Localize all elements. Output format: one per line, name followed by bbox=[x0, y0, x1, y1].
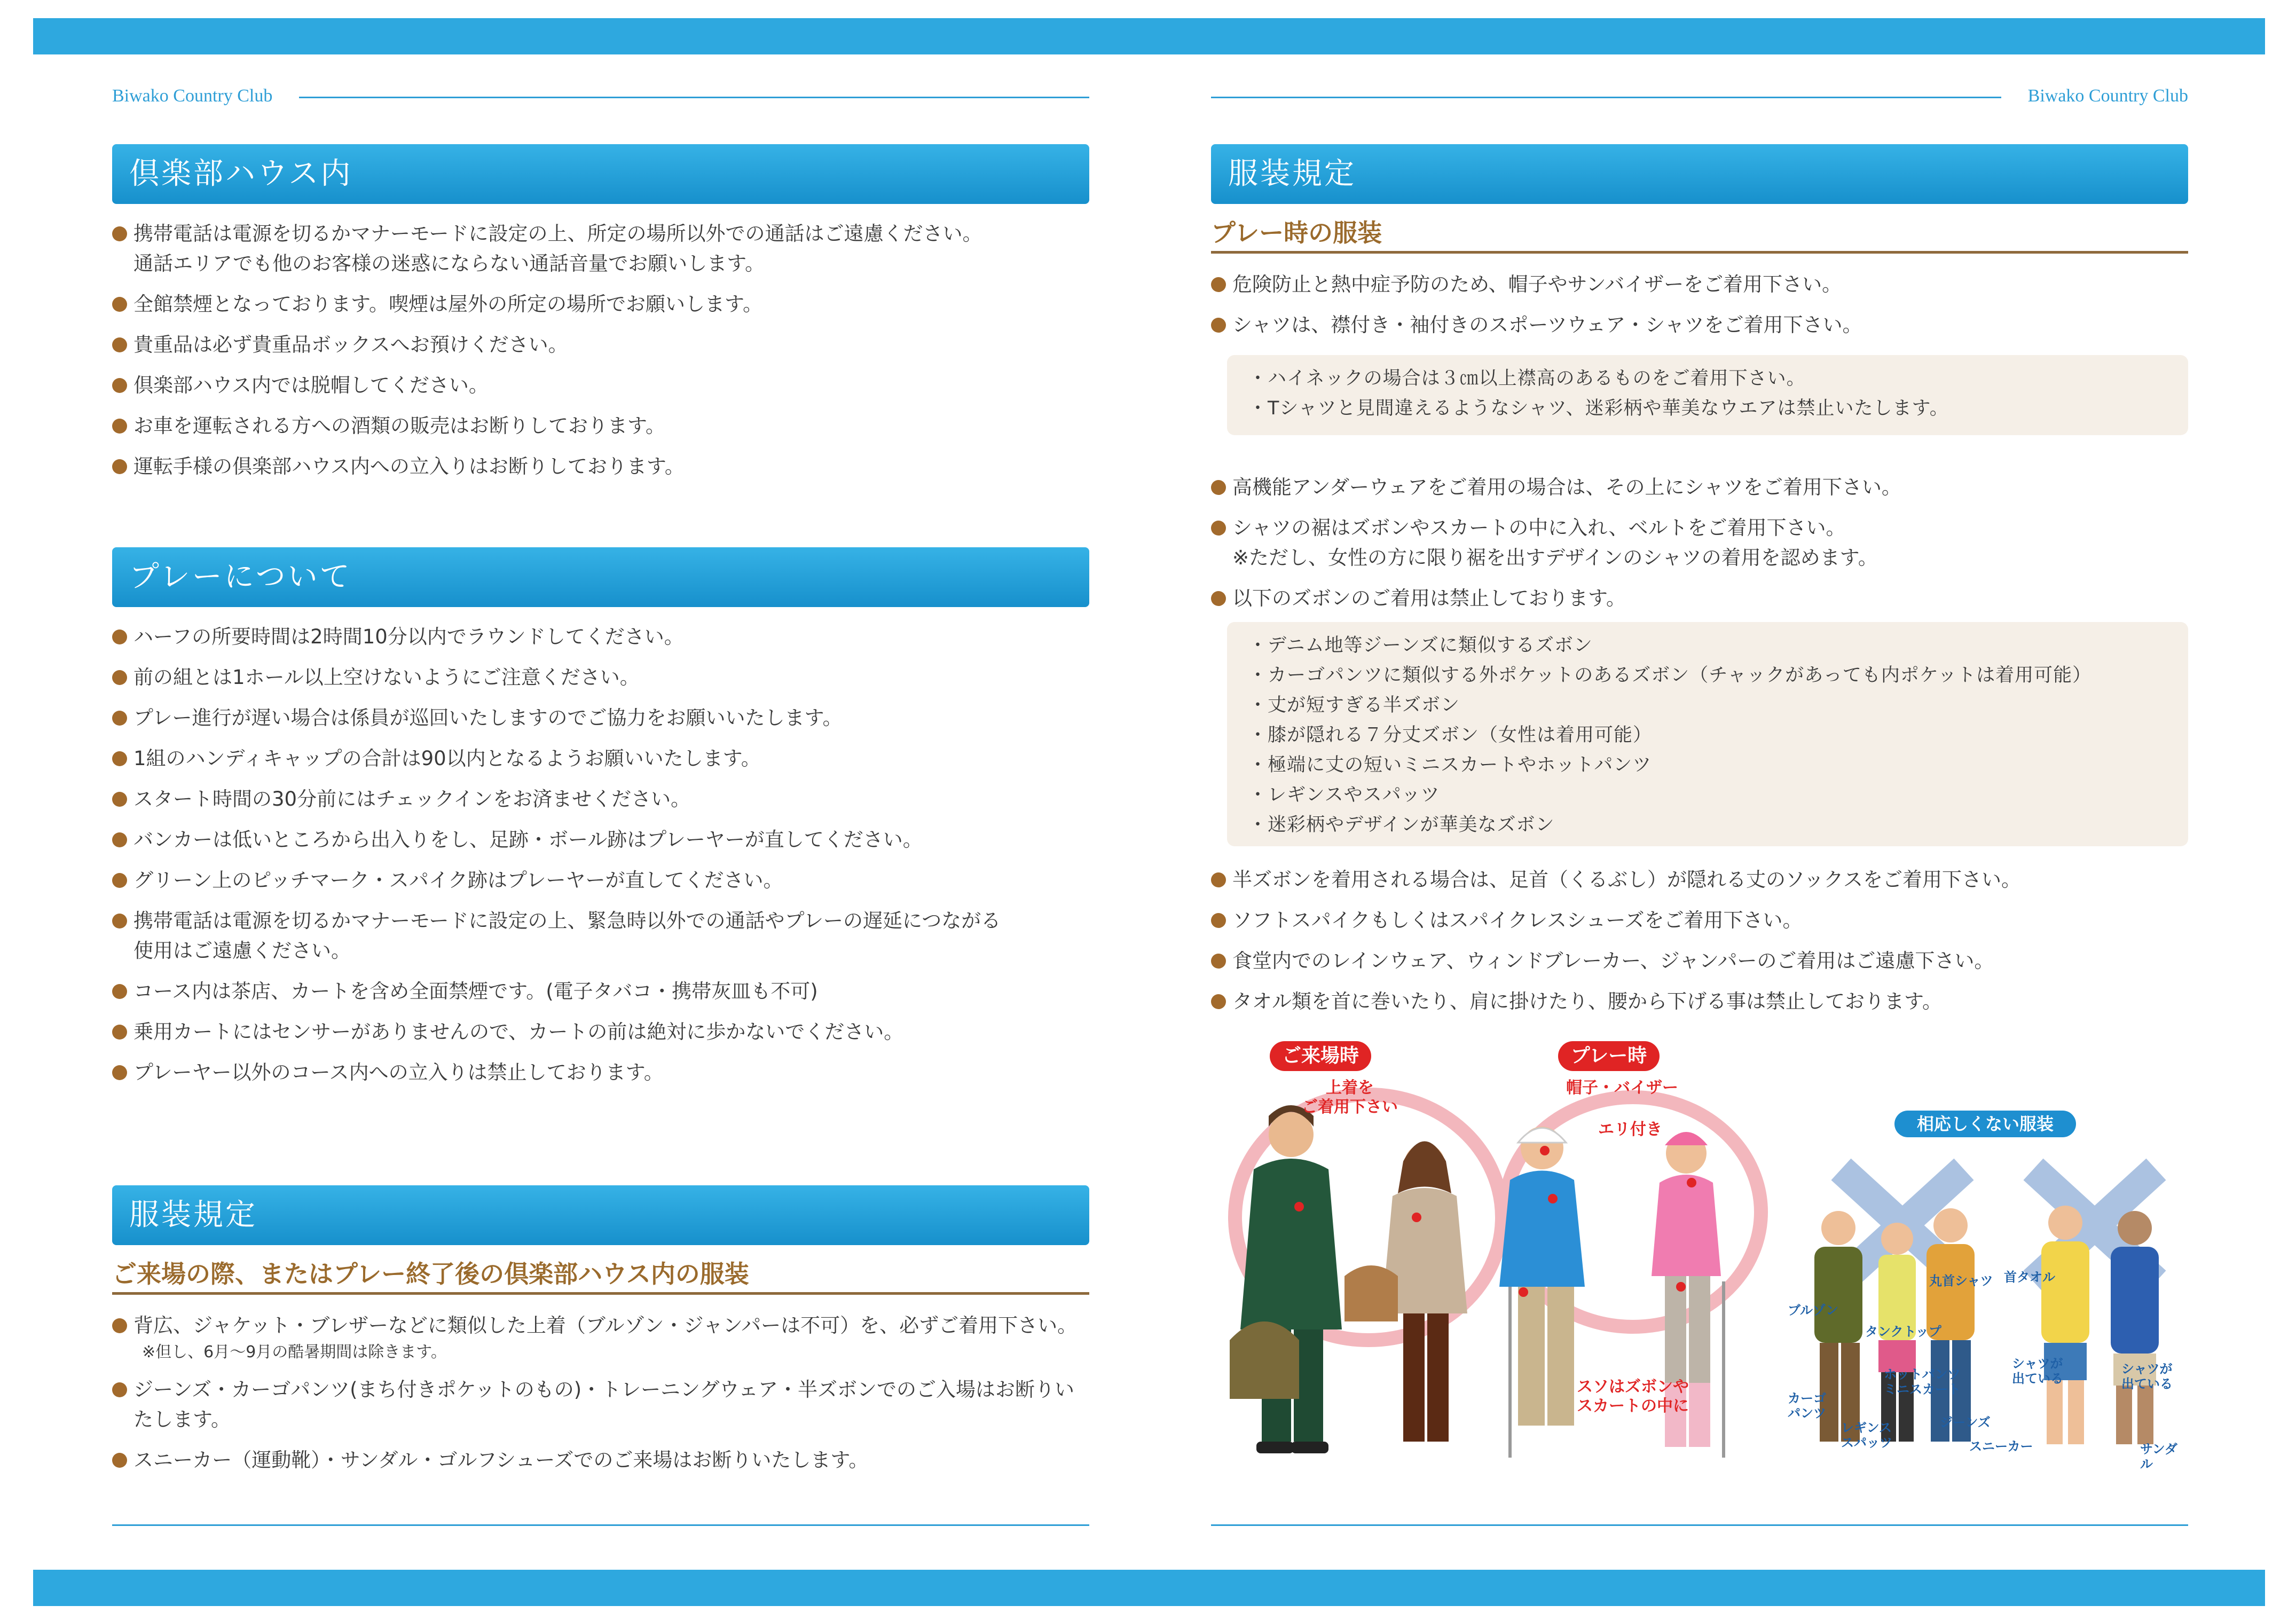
box-line: ・カーゴパンツに類似する外ポケットのあるズボン（チャックがあっても内ポケットは着用可能） bbox=[1248, 665, 2092, 686]
footer-rule bbox=[1211, 1524, 2188, 1526]
left-page bbox=[112, 0, 1089, 1621]
box-line: ・極端に丈の短いミニスカートやホットパンツ bbox=[1248, 754, 1652, 776]
list-item: プレーヤー以外のコース内への立入りは禁止しております。 bbox=[112, 1058, 1089, 1088]
list-item: ソフトスパイクもしくはスパイクレスシューズをご着用下さい。 bbox=[1211, 906, 2188, 935]
callout-tuck: スソはズボンや スカートの中に bbox=[1577, 1378, 1689, 1415]
play-dress-list-a bbox=[1211, 270, 2188, 351]
list-item: 1組のハンディキャップの合計は90以内となるようお願いいたします。 bbox=[112, 744, 1089, 774]
label-leggings: レギンス スパッツ bbox=[1841, 1420, 1892, 1450]
woman-jacket-figure bbox=[1344, 1142, 1467, 1442]
section-title-clubhouse: 倶楽部ハウス内 bbox=[112, 144, 1089, 204]
section-title-play: プレーについて bbox=[112, 547, 1089, 607]
label-shirt-out-1: シャツが 出ている bbox=[2012, 1356, 2063, 1386]
label-tanktop: タンクトップ bbox=[1865, 1324, 1941, 1339]
clubhouse-rules-list bbox=[112, 219, 1089, 492]
callout-collar: エリ付き bbox=[1598, 1120, 1662, 1139]
tag-inappropriate: 相応しくない服装 bbox=[1894, 1111, 2076, 1137]
right-page bbox=[1211, 0, 2188, 1621]
tag-play: プレー時 bbox=[1558, 1041, 1660, 1071]
dress-subtitle: ご来場の際、またはプレー終了後の倶楽部ハウス内の服装 bbox=[112, 1257, 1089, 1295]
label-shirt-out-2: シャツが 出ている bbox=[2121, 1362, 2173, 1391]
list-item: プレー進行が遅い場合は係員が巡回いたしますのでご協力をお願いいたします。 bbox=[112, 703, 1089, 733]
header-rule bbox=[1211, 97, 2001, 98]
section-title-dress: 服装規定 bbox=[112, 1185, 1089, 1245]
shirt-notes-box bbox=[1227, 355, 2188, 435]
tag-arrival: ご来場時 bbox=[1270, 1041, 1371, 1071]
header-rule bbox=[299, 97, 1089, 98]
play-rules-list bbox=[112, 622, 1089, 1098]
box-line: ・膝が隠れる７分丈ズボン（女性は着用可能） bbox=[1248, 725, 1653, 746]
list-item: 危険防止と熱中症予防のため、帽子やサンバイザーをご着用下さい。 bbox=[1211, 270, 2188, 300]
footer-rule bbox=[112, 1524, 1089, 1526]
box-line: ・丈が短すぎる半ズボン bbox=[1248, 695, 1460, 716]
list-item: 半ズボンを着用される場合は、足首（くるぶし）が隠れる丈のソックスをご着用下さい。 bbox=[1211, 865, 2188, 895]
dress-code-illustration bbox=[1211, 1041, 2188, 1479]
section-title-dress-code: 服装規定 bbox=[1211, 144, 2188, 204]
page-header bbox=[1211, 83, 2188, 109]
box-line: ・レギンスやスパッツ bbox=[1248, 784, 1440, 806]
list-item: 貴重品は必ず貴重品ボックスへお預けください。 bbox=[112, 330, 1089, 360]
list-item: ジーンズ・カーゴパンツ(まち付きポケットのもの)・トレーニングウェア・半ズボンでのご入場はお断りいたします。 bbox=[112, 1375, 1089, 1435]
list-item: グリーン上のピッチマーク・スパイク跡はプレーヤーが直してください。 bbox=[112, 865, 1089, 895]
label-cargo: カーゴ パンツ bbox=[1788, 1391, 1826, 1421]
list-item: 倶楽部ハウス内では脱帽してください。 bbox=[112, 371, 1089, 400]
list-item: ハーフの所要時間は2時間10分以内でラウンドしてください。 bbox=[112, 622, 1089, 652]
page-header bbox=[112, 83, 1089, 109]
play-dress-list-b bbox=[1211, 473, 2188, 624]
label-roundneck: 丸首シャツ bbox=[1929, 1273, 1993, 1288]
label-neck-towel: 首タオル bbox=[2004, 1270, 2055, 1285]
label-blouson: ブルゾン bbox=[1788, 1303, 1839, 1318]
list-item: タオル類を首に巻いたり、肩に掛けたり、腰から下げる事は禁止しております。 bbox=[1211, 987, 2188, 1017]
label-jeans: ジーンズ bbox=[1940, 1415, 1991, 1430]
list-item: 高機能アンダーウェアをご着用の場合は、その上にシャツをご着用下さい。 bbox=[1211, 473, 2188, 502]
list-item: バンカーは低いところから出入りをし、足跡・ボール跡はプレーヤーが直してください。 bbox=[112, 825, 1089, 855]
callout-hat: 帽子・バイザー bbox=[1566, 1079, 1678, 1097]
box-line: ・ハイネックの場合は３㎝以上襟高のあるものをご着用下さい。 bbox=[1248, 368, 1806, 389]
box-line: ・デニム地等ジーンズに類似するズボン bbox=[1248, 635, 1593, 656]
list-item: 携帯電話は電源を切るかマナーモードに設定の上、所定の場所以外での通話はご遠慮ください。 通話エリアでも他のお客様の迷惑にならない通話音量でお願いします。 bbox=[112, 219, 1089, 279]
list-item: スタート時間の30分前にはチェックインをお済ませください。 bbox=[112, 784, 1089, 814]
list-item: 背広、ジャケット・ブレザーなどに類似した上着（ブルゾン・ジャンパーは不可）を、必ずご着用下さい。 ※但し、6月〜9月の酷暑期間は除きます。 bbox=[112, 1311, 1089, 1364]
play-dress-subtitle: プレー時の服装 bbox=[1211, 216, 2188, 254]
list-item: コース内は茶店、カートを含め全面禁煙です。(電子タバコ・携帯灰皿も不可) bbox=[112, 977, 1089, 1006]
label-hotpants: ホットパンツ ミニスカート bbox=[1884, 1367, 1961, 1397]
play-dress-list-c bbox=[1211, 865, 2188, 1027]
box-line: ・迷彩柄やデザインが華美なズボン bbox=[1248, 814, 1555, 836]
list-item: 前の組とは1ホール以上空けないようにご注意ください。 bbox=[112, 663, 1089, 693]
list-item: シャツの裾はズボンやスカートの中に入れ、ベルトをご着用下さい。 ※ただし、女性の方に限り裾を出すデザインのシャツの着用を認めます。 bbox=[1211, 513, 2188, 573]
dress-rules-list bbox=[112, 1311, 1089, 1486]
club-name: Biwako Country Club bbox=[2027, 86, 2188, 106]
box-line: ・Tシャツと見間違えるようなシャツ、迷彩柄や華美なウエアは禁止いたします。 bbox=[1248, 398, 1949, 419]
list-item: 携帯電話は電源を切るかマナーモードに設定の上、緊急時以外での通話やプレーの遅延につながる 使用はご遠慮ください。 bbox=[112, 906, 1089, 966]
list-item: 以下のズボンのご着用は禁止しております。 bbox=[1211, 584, 2188, 613]
club-name: Biwako Country Club bbox=[112, 86, 273, 106]
label-sandals: サンダル bbox=[2140, 1442, 2177, 1472]
list-item: お車を運転される方への酒類の販売はお断りしております。 bbox=[112, 411, 1089, 441]
list-item: 乗用カートにはセンサーがありませんので、カートの前は絶対に歩かないでください。 bbox=[112, 1017, 1089, 1047]
list-item: 運転手様の倶楽部ハウス内への立入りはお断りしております。 bbox=[112, 452, 1089, 482]
prohibited-pants-box bbox=[1227, 622, 2188, 846]
list-item: 食堂内でのレインウェア、ウィンドブレーカー、ジャンパーのご着用はご遠慮下さい。 bbox=[1211, 946, 2188, 976]
list-item: シャツは、襟付き・袖付きのスポーツウェア・シャツをご着用下さい。 bbox=[1211, 310, 2188, 340]
list-item: 全館禁煙となっております。喫煙は屋外の所定の場所でお願いします。 bbox=[112, 289, 1089, 319]
list-item: スニーカー（運動靴）・サンダル・ゴルフシューズでのご来場はお断りいたします。 bbox=[112, 1445, 1089, 1475]
callout-jacket: 上着を ご着用下さい bbox=[1302, 1079, 1398, 1116]
label-sneakers: スニーカー bbox=[1969, 1439, 2033, 1454]
